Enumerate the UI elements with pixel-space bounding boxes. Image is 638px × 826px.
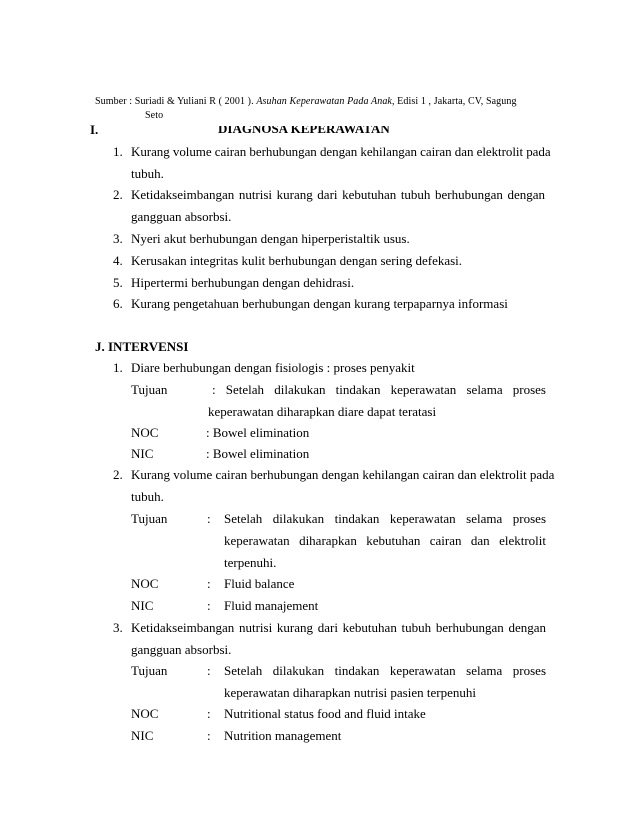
intervensi-2-nic-label: NIC [131,598,154,613]
intervensi-1-title: Diare berhubungan dengan fisiologis : proses penyakit [131,360,415,375]
intervensi-3-colon-nic: : [207,728,211,743]
intervensi-3-noc-value: Nutritional status food and fluid intake [224,706,426,721]
intervensi-2-colon-noc: : [207,576,211,591]
intervensi-1-nic-label: NIC [131,446,154,461]
intervensi-1-noc-value: : Bowel elimination [206,425,310,440]
diagnosa-item-1-num: 1. [113,144,123,159]
source-suffix: , Edisi 1 , Jakarta, CV, Sagung [391,96,517,107]
intervensi-2-nic-value: Fluid manajement [224,598,319,613]
intervensi-3-title2: gangguan absorbsi. [131,642,232,657]
intervensi-3-tujuan-line2: keperawatan diharapkan nutrisi pasien terpenuhi [224,685,476,700]
intervensi-2-tujuan-label: Tujuan [131,511,168,526]
intervensi-3-colon-noc: : [207,706,211,721]
diagnosa-item-4-num: 4. [113,253,123,268]
intervensi-1-noc-label: NOC [131,425,159,440]
intervensi-3-nic-label: NIC [131,728,154,743]
intervensi-2-colon-tujuan: : [207,511,211,526]
intervensi-3-colon-tujuan: : [207,663,211,678]
intervensi-3-title: Ketidakseimbangan nutrisi kurang dari kebutuhan tubuh berhubungan dengan [131,620,546,635]
diagnosa-item-2-line2: gangguan absorbsi. [131,209,232,224]
intervensi-2-tujuan-line1: Setelah dilakukan tindakan keperawatan selama proses [224,511,546,526]
source-title: Asuhan Keperawatan Pada Anak [256,96,392,107]
source-citation-line2: Seto [145,110,164,121]
diagnosa-item-5-text: Hipertermi berhubungan dengan dehidrasi. [131,275,355,290]
intervensi-3-tujuan-line1: Setelah dilakukan tindakan keperawatan selama proses [224,663,546,678]
intervensi-2-num: 2. [113,467,123,482]
intervensi-2-colon-nic: : [207,598,211,613]
section-heading-intervensi: J. INTERVENSI [95,339,189,354]
intervensi-1-tujuan-line1: : Setelah dilakukan tindakan keperawatan selama proses [212,382,546,397]
intervensi-2-title2: tubuh. [131,489,164,504]
diagnosa-item-2-num: 2. [113,187,123,202]
diagnosa-item-3-num: 3. [113,231,123,246]
source-citation [95,96,517,107]
diagnosa-item-5-num: 5. [113,275,123,290]
diagnosa-item-6-text: Kurang pengetahuan berhubungan dengan kurang terpaparnya informasi [131,296,508,311]
source-prefix: Sumber : Suriadi & Yuliani R ( 2001 ). [95,96,257,107]
intervensi-1-num: 1. [113,360,123,375]
section-letter: I. [90,122,99,137]
diagnosa-item-1-line1: Kurang volume cairan berhubungan dengan kehilangan cairan dan elektrolit pada [131,144,551,159]
diagnosa-item-1-text [131,144,551,160]
intervensi-2-noc-label: NOC [131,576,159,591]
diagnosa-item-1-line2: tubuh. [131,166,164,181]
intervensi-3-noc-label: NOC [131,706,159,721]
intervensi-1-tujuan-line2: keperawatan diharapkan diare dapat teratasi [208,404,437,419]
intervensi-2-tujuan-line3: terpenuhi. [224,555,277,570]
section-heading-text: DIAGNOSA KEPERAWATAN [218,126,390,135]
section-heading-diagnosa [218,126,390,135]
intervensi-3-tujuan-label: Tujuan [131,663,168,678]
intervensi-2-title: Kurang volume cairan berhubungan dengan kehilangan cairan dan elektrolit pada [131,467,555,482]
intervensi-2-tujuan-line2: keperawatan diharapkan kebutuhan cairan dan elektrolit [224,533,546,548]
intervensi-1-tujuan-label: Tujuan [131,382,168,397]
diagnosa-item-4-text: Kerusakan integritas kulit berhubungan dengan sering defekasi. [131,253,463,268]
intervensi-3-nic-value: Nutrition management [224,728,342,743]
intervensi-1-nic-value: : Bowel elimination [206,446,310,461]
intervensi-3-num: 3. [113,620,123,635]
diagnosa-item-3-text: Nyeri akut berhubungan dengan hiperperistaltik usus. [131,231,410,246]
diagnosa-item-2-line1: Ketidakseimbangan nutrisi kurang dari kebutuhan tubuh berhubungan dengan [131,187,545,202]
intervensi-2-noc-value: Fluid balance [224,576,295,591]
diagnosa-item-6-num: 6. [113,296,123,311]
